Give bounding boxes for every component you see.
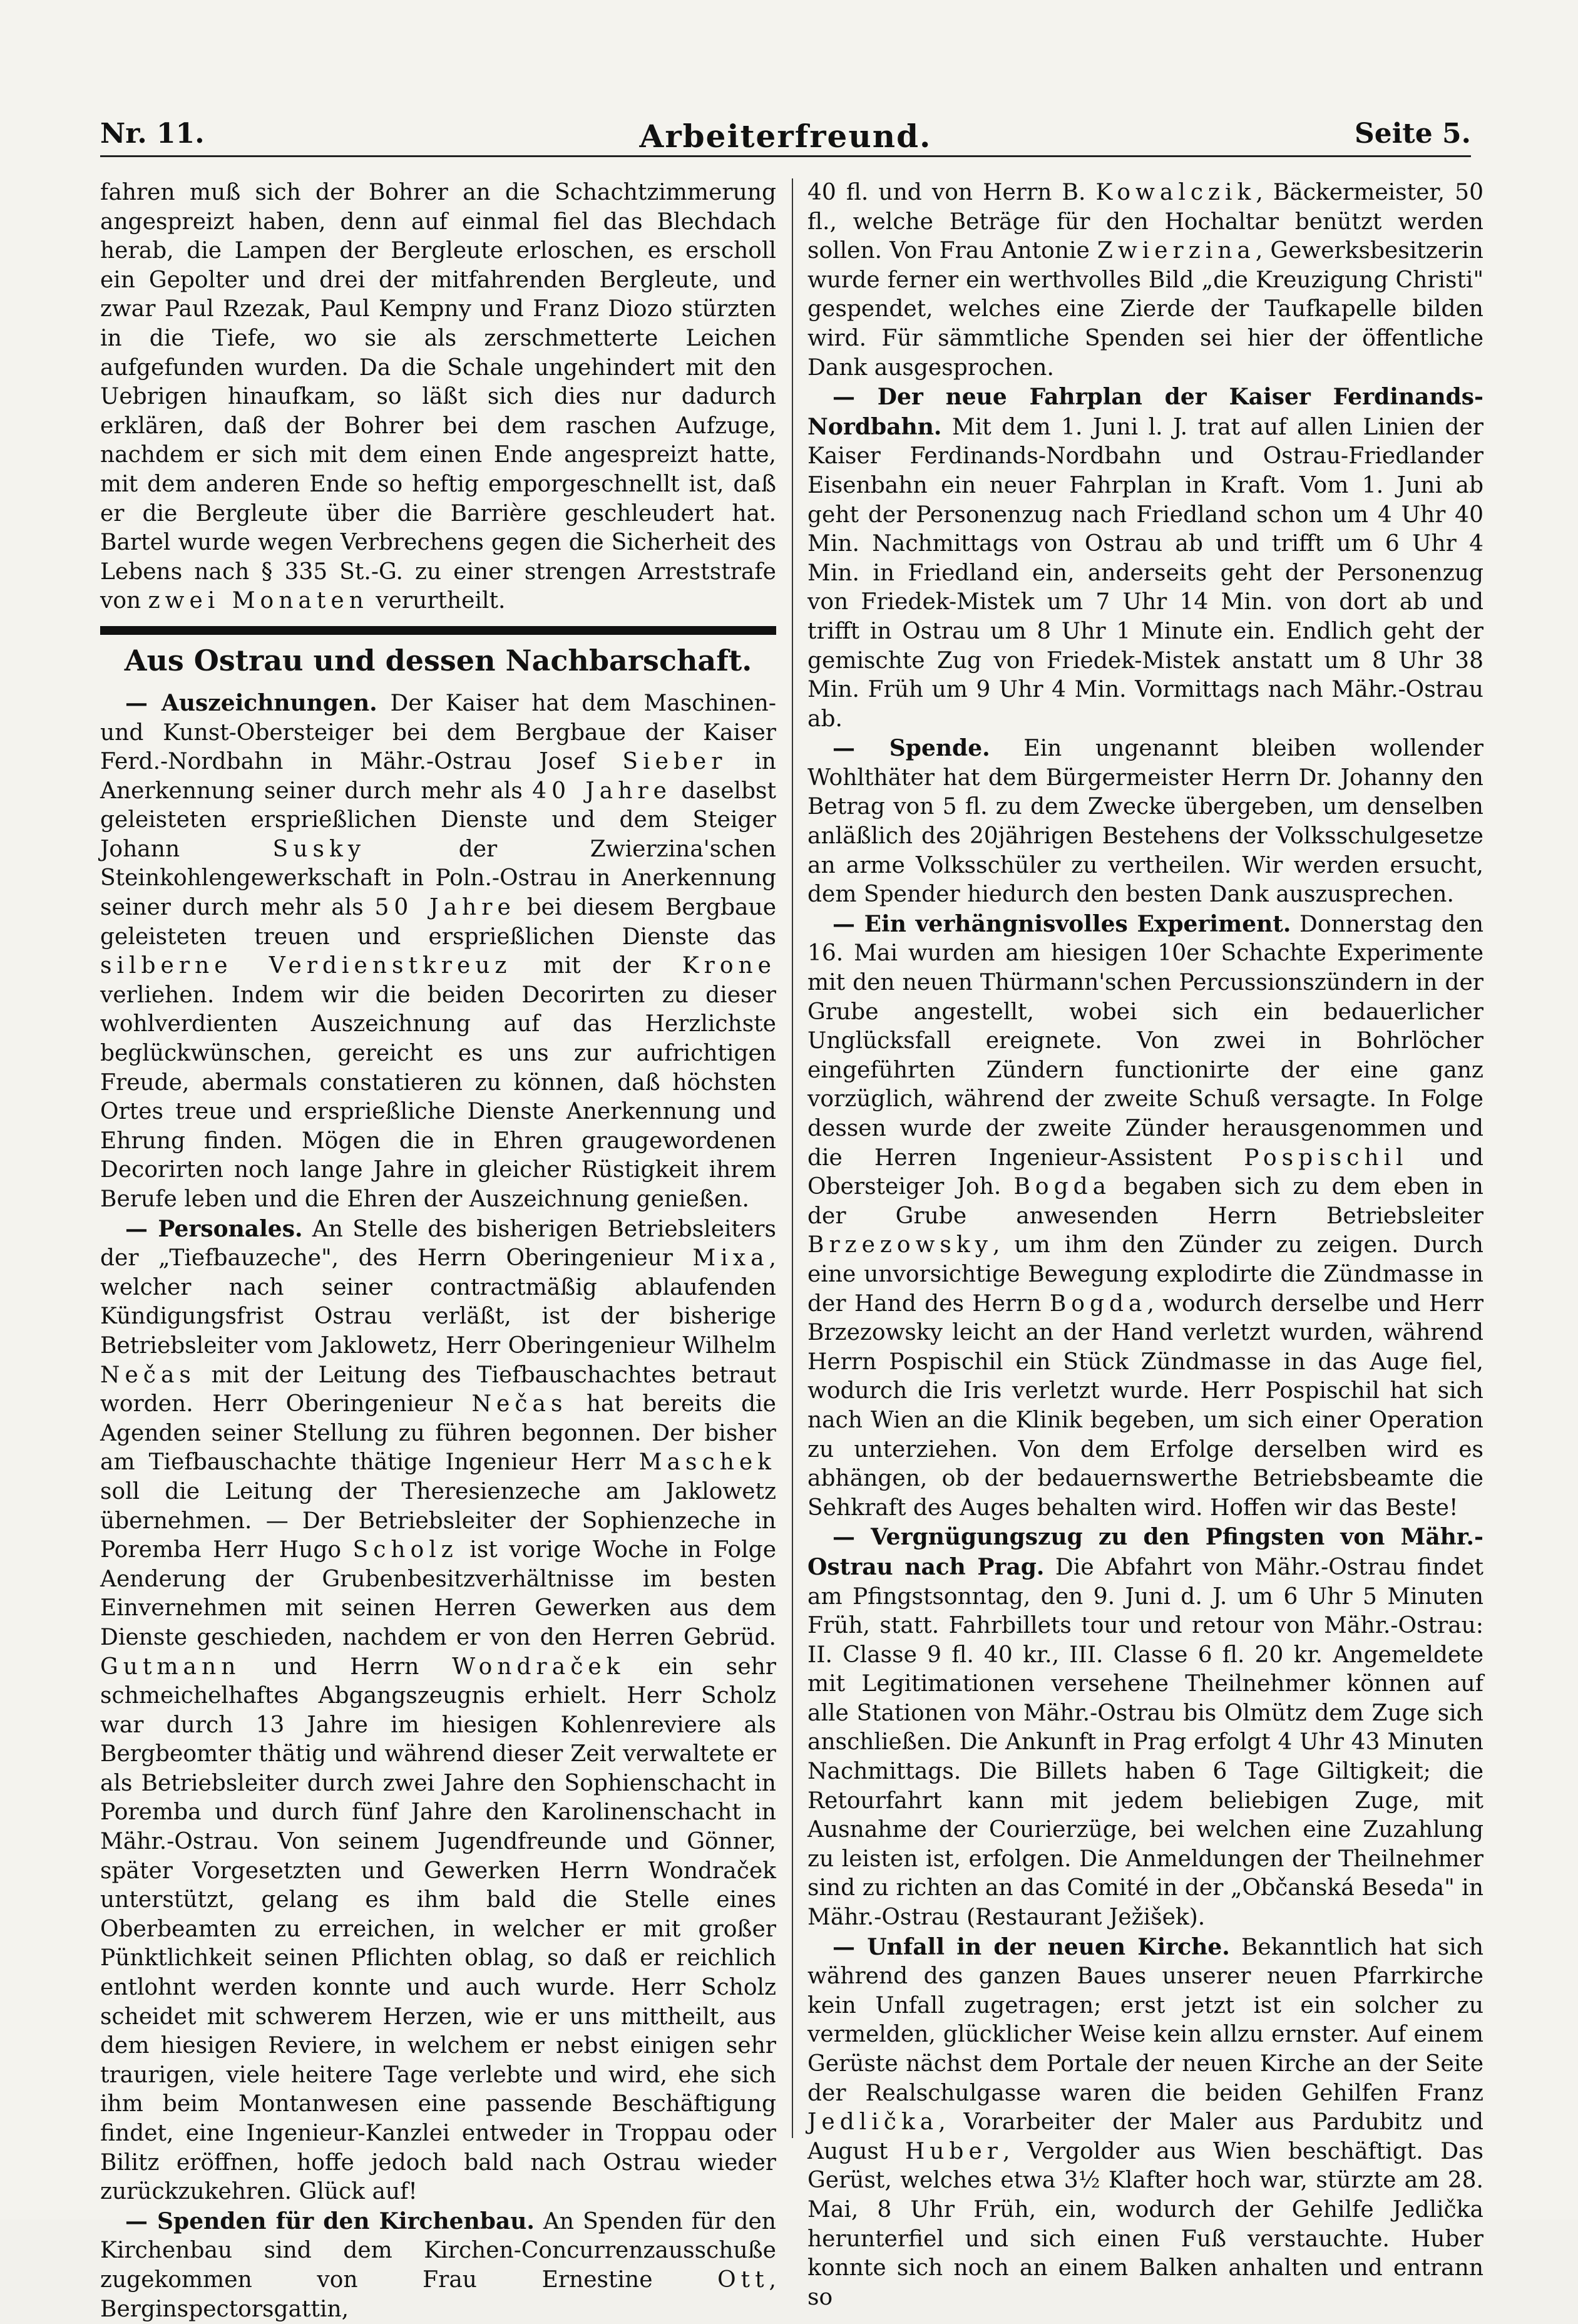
header-rule [100,155,1471,157]
article-auszeichnungen: — Auszeichnungen. Der Kaiser hat dem Maschinen- und Kunst-Obersteiger bei dem Bergbaue der Kaiser Ferd.-Nordbahn in Mähr.-Ostrau Josef Sieber in Anerkennung seiner durch mehr als 40 Jahre daselbst geleisteten ersprießlichen Dienste und dem Steiger Johann Susky der Zwierzina'schen Steinkohlengewerkschaft in Poln.-Ostrau in Anerkennung seiner durch mehr als 50 Jahre bei diesem Bergbaue geleisteten treuen und ersprießlichen Dienste das silberne Verdienstkreuz mit der Krone verliehen. Indem wir die beiden Decorirten zu dieser wohlverdienten Auszeichnung auf das Herzlichste beglückwünschen, gereicht es uns zur aufrichtigen Freude, abermals constatieren zu können, daß höchsten Ortes treue und ersprießliche Dienste Anerkennung und Ehrung finden. Mögen die in Ehren graugewordenen Decorirten noch lange Jahre in gleicher Rüstigkeit ihrem Berufe leben und die Ehren der Auszeichnung genießen. [100,689,776,1212]
article-spenden-continuation: 40 fl. und von Herrn B. Kowalczik, Bäckermeister, 50 fl., welche Beträge für den Hochaltar benützt werden sollen. Von Frau Antonie Zwierzina, Gewerksbesitzerin wurde ferner ein werthvolles Bild „die Kreuzigung Christi" gespendet, welches eine Zierde der Taufkapelle bilden wird. Für sämmtliche Spenden sei hier der öffentliche Dank ausgesprochen. [807,180,1483,381]
column-divider [792,178,793,2138]
left-column [100,178,777,2322]
right-column [807,178,1484,2310]
article-fahrplan: — Der neue Fahrplan der Kaiser Ferdinands-Nordbahn. Mit dem 1. Juni l. J. trat auf allen Linien der Kaiser Ferdinands-Nordbahn und Ostrau-Friedlander Eisenbahn ein neuer Fahrplan in Kraft. Vom 1. Juni ab geht der Personenzug nach Friedland schon um 4 Uhr 40 Min. Nachmittags von Ostrau ab und trifft um 6 Uhr 4 Min. in Friedland ein, anderseits geht der Personenzug von Friedek-Mistek um 7 Uhr 14 Min. von dort ab und trifft in Ostrau um 8 Uhr 1 Minute ein. Endlich geht der gemischte Zug von Friedek-Mistek anstatt um 8 Uhr 38 Min. Früh um 9 Uhr 4 Min. Vormittags nach Mähr.-Ostrau ab. [807,384,1483,732]
article-spenden-kirchenbau: — Spenden für den Kirchenbau. An Spenden für den Kirchenbau sind dem Kirchen-Concurrenzausschuße zugekommen von Frau Ernestine Ott, Berginspectorsgattin, [100,2208,776,2322]
section-title: Aus Ostrau und dessen Nachbarschaft. [124,643,752,677]
newspaper-title: Arbeiterfreund. [639,118,932,155]
issue-number: Nr. 11. [100,118,205,150]
article-experiment: — Ein verhängnisvolles Experiment. Donnerstag den 16. Mai wurden am hiesigen 10er Schachte Experimente mit den neuen Thürmann'schen Percussionszündern in der Grube angestellt, wobei sich ein bedauerlicher Unglücksfall ereignete. Von zwei in Bohrlöcher eingeführten Zündern functionirte der eine ganz vorzüglich, während der zweite Schuß versagte. In Folge dessen wurde der zweite Zünder herausgenommen und die Herren Ingenieur-Assistent Pospischil und Obersteiger Joh. Bogda begaben sich zu dem eben in der Grube anwesenden Herrn Betriebsleiter Brzezowsky, um ihm den Zünder zu zeigen. Durch eine unvorsichtige Bewegung explodirte die Zündmasse in der Hand des Herrn Bogda, wodurch derselbe und Herr Brzezowsky leicht an der Hand verletzt wurden, während Herrn Pospischil ein Stück Zündmasse in das Auge fiel, wodurch die Iris verletzt wurde. Herr Pospischil hat sich nach Wien an die Klinik begeben, um sich einer Operation zu unterziehen. Von dem Erfolge derselben wird es abhängen, ob der bedauernswerthe Betriebsbeamte die Sehkraft des Auges behalten wird. Hoffen wir das Beste! [807,910,1484,1521]
article-vergnuegungszug: — Vergnügungszug zu den Pfingsten von Mähr.-Ostrau nach Prag. Die Abfahrt von Mähr.-Ostrau findet am Pfingstsonntag, den 9. Juni d. J. um 6 Uhr 5 Minuten Früh, statt. Fahrbillets tour und retour von Mähr.-Ostrau: II. Classe 9 fl. 40 kr., III. Classe 6 fl. 20 kr. Angemeldete mit Legitimationen versehene Theilnehmer können auf alle Stationen von Mähr.-Ostrau bis Olmütz dem Zuge sich anschließen. Die Ankunft in Prag erfolgt 4 Uhr 43 Minuten Nachmittags. Die Billets haben 6 Tage Giltigkeit; die Retourfahrt kann mit jedem beliebigen Zuge, mit Ausnahme der Courierzüge, bei welchen eine Zuzahlung zu leisten ist, erfolgen. Die Anmeldungen der Theilnehmer sind zu richten an das Comité in der „Občanská Beseda" in Mähr.-Ostrau (Restaurant Ježišek). [807,1524,1484,1931]
article-spende: — Spende. Ein ungenannt bleiben wollender Wohlthäter hat dem Bürgermeister Herrn Dr. Johanny den Betrag von 5 fl. zu dem Zwecke übergeben, um denselben anläßlich des 20jährigen Bestehens der Volksschulgesetze an arme Volksschüler zu vertheilen. Wir werden ersucht, dem Spender hiedurch den besten Dank auszusprechen. [807,735,1483,908]
section-rule [100,626,776,635]
article-unfall-kirche: — Unfall in der neuen Kirche. Bekanntlich hat sich während des ganzen Baues unserer neuen Pfarrkirche kein Unfall zugetragen; erst jetzt ist ein solcher zu vermelden, glücklicher Weise kein allzu ernster. Auf einem Gerüste nächst dem Portale der neuen Kirche an der Seite der Realschulgasse waren die beiden Gehilfen Franz Jedlička, Vorarbeiter der Maler aus Pardubitz und August Huber, Vergolder aus Wien beschäftigt. Das Gerüst, welches etwa 3½ Klafter hoch war, stürzte am 28. Mai, 8 Uhr Früh, ein, wodurch der Gehilfe Jedlička herunterfiel und sich einen Fuß verstauchte. Huber konnte sich noch an einem Balken anhalten und entrann so [807,1933,1483,2310]
article-personales: — Personales. An Stelle des bisherigen Betriebsleiters der „Tiefbauzeche", des Herrn Oberingenieur Mixa, welcher nach seiner contractmäßig ablaufenden Kündigungsfrist Ostrau verläßt, ist der bisherige Betriebsleiter vom Jaklowetz, Herr Oberingenieur Wilhelm Nečas mit der Leitung des Tiefbauschachtes betraut worden. Herr Oberingenieur Nečas hat bereits die Agenden seiner Stellung zu führen begonnen. Der bisher am Tiefbauschachte thätige Ingenieur Herr Maschek soll die Leitung der Theresienzeche am Jaklowetz übernehmen. — Der Betriebsleiter der Sophienzeche in Poremba Herr Hugo Scholz ist vorige Woche in Folge Aenderung der Grubenbesitzverhältnisse im besten Einvernehmen mit seinen Herren Gewerken aus dem Dienste geschieden, nachdem er von den Herren Gebrüd. Gutmann und Herrn Wondraček ein sehr schmeichelhaftes Abgangszeugnis erhielt. Herr Scholz war durch 13 Jahre im hiesigen Kohlenreviere als Bergbeomter thätig und während dieser Zeit verwaltete er als Betriebsleiter durch zwei Jahre den Sophienschacht in Poremba und durch fünf Jahre den Karolinenschacht in Mähr.-Ostrau. Von seinem Jugendfreunde und Gönner, später Vorgesetzten und Gewerken Herrn Wondraček unterstützt, gelang es ihm bald die Stelle eines Oberbeamten zu erreichen, in welcher er mit großer Pünktlichkeit seinen Pflichten oblag, so daß er reichlich entlohnt werden konnte und auch wurde. Herr Scholz scheidet mit schwerem Herzen, wie er uns mittheilt, aus dem hiesigen Reviere, in welchem er nebst einigen sehr traurigen, viele heitere Tage verlebte und wird, ehe sich ihm beim Montanwesen eine passende Beschäftigung findet, eine Ingenieur-Kanzlei entweder in Troppau oder Bilitz eröffnen, hoffe jedoch bald nach Ostrau wieder zurückzukehren. Glück auf! [100,1215,777,2205]
article-continuation: fahren muß sich der Bohrer an die Schachtzimmerung angespreizt haben, denn auf einmal fiel das Blechdach herab, die Lampen der Bergleute erloschen, es erscholl ein Gepolter und drei der mitfahrenden Bergleute, und zwar Paul Rzezak, Paul Kempny und Franz Diozo stürzten in die Tiefe, wo sie als zerschmetterte Leichen aufgefunden wurden. Da die Schale ungehindert mit den Uebrigen hinaufkam, so läßt sich dies nur dadurch erklären, daß der Bohrer bei dem raschen Aufzuge, nachdem er sich mit dem einen Ende angespreizt hatte, mit dem anderen Ende so heftig emporgeschnellt ist, daß er die Bergleute über die Barrière geschleudert hat. Bartel wurde wegen Verbrechens gegen die Sicherheit des Lebens nach § 335 St.-G. zu einer strengen Arreststrafe von zwei Monaten verurtheilt. [100,180,776,614]
page-number: Seite 5. [1354,118,1471,150]
